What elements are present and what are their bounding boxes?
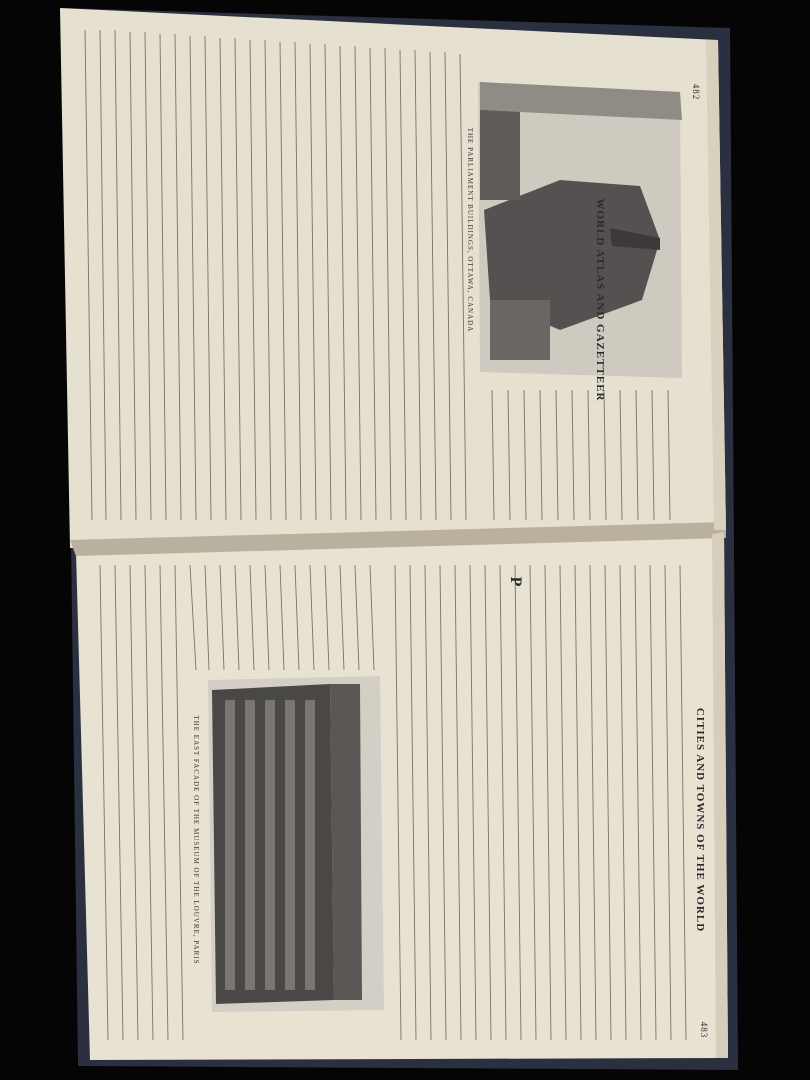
lower-page [76,532,728,1060]
lower-photo-caption: THE EAST FACADE OF THE MUSEUM OF THE LOUVRE, PARIS [192,715,200,965]
section-letter: P [507,576,524,588]
parliament-photo [478,82,682,378]
lower-running-title: CITIES AND TOWNS OF THE WORLD [694,707,706,933]
upper-photo-caption: THE PARLIAMENT BUILDINGS, OTTAWA, CANADA [466,127,474,333]
lower-page-number: 483 [699,1021,709,1039]
upper-page-number: 482 [691,83,701,101]
upper-running-title: WORLD ATLAS AND GAZETTEER [594,198,606,402]
louvre-photo [208,676,384,1012]
